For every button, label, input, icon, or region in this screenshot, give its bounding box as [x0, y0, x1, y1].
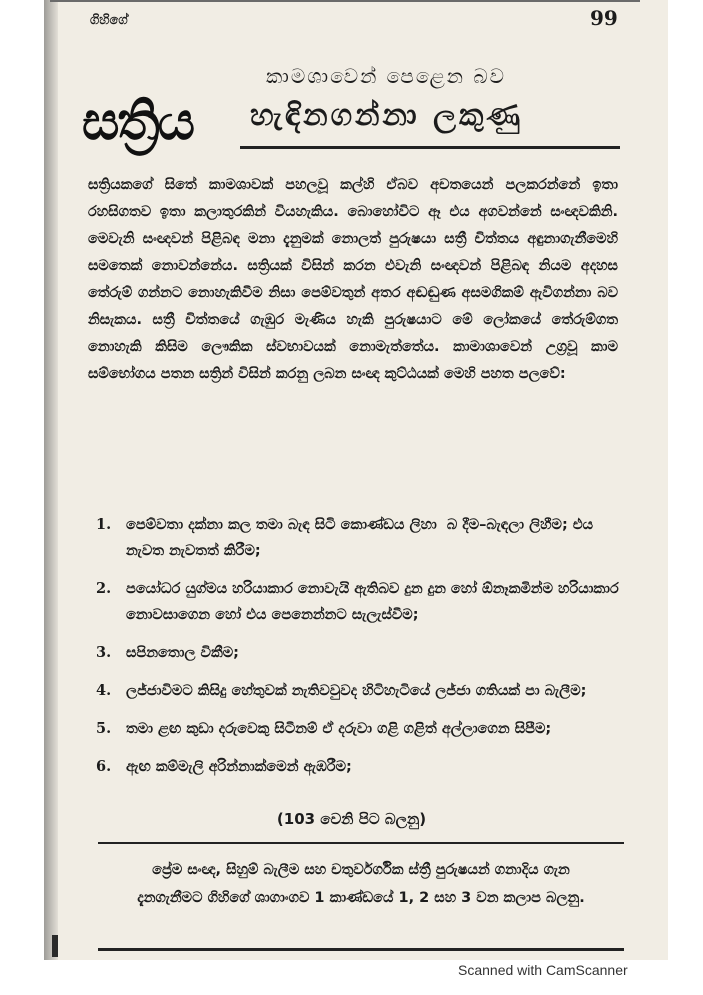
list-item — [96, 512, 626, 564]
list-item — [96, 678, 626, 704]
signs-list — [96, 512, 626, 792]
margin-mark — [52, 935, 58, 957]
list-item — [96, 576, 626, 628]
list-item-number: 5. — [96, 720, 112, 737]
reference-box — [98, 842, 624, 951]
list-item-number: 4. — [96, 682, 112, 699]
list-item-text: ලජ්ජාවිමට කිසිදු හේතුවක් නැතිවවුවද හිටිහැටියේ ලජ්ජා ගතියක් පා බැලීම; — [126, 683, 587, 699]
magazine-logo — [82, 72, 232, 172]
list-item-text: ඇඟ කම්මැලි අරින්නාක්මෙන් ඇඹරීම; — [126, 759, 352, 775]
list-item-number: 3. — [96, 644, 112, 661]
list-item-text: සපිනතොල විකීම; — [126, 645, 239, 661]
logo-text: සත්‍රිය — [82, 91, 194, 152]
list-item-text: තමා ළඟ කුඩා දරුවෙකු සිටීනම් ඒ දරුවා ගළි ගළිත් අල්ලාගෙන සිපීම; — [126, 721, 552, 737]
list-item-number: 1. — [96, 516, 112, 533]
article-title-line1: කාමශාවෙන් පෙළෙන බව — [266, 64, 506, 88]
body-paragraph: සත්‍රියකගේ සිතේ කාමශාවක් පහලවූ කල්හි ඒබව අචතයෙන් පලකරන්නේ ඉතා රහසිගතව ඉතා කලාතුරකින් වියහැකිය. බොහෝවිට ඈ එය අගවන්නේ සංඥවකිනි. මෙවැනි සංඥවන් පිළිබඳ මනා දැනුමක් නොලත් පුරුෂයා සත්‍රී චිත්තය අඳුනාගැනීමෙහි සමතෙක් නොවන්නේය. සත්‍රියක් විසින් කරන එවැනි සංඥවන් පිළිබඳ නියම අදහස තේරුම් ගන්නට නොහැකිවීම නිසා පෙම්වතුන් අතර අඬඬුණ අසමගිකම් ඇවිගන්නා බව නිසැකය. සත්‍රී චිත්තයේ ගැඹුර මැණිය හැකි පුරුෂයාට මේ ලෝකයේ තේරුම්ගත නොහැකි කිසිම ලෞකික ස්වභාවයක් නොමැත්තේය. කාමාශාවෙන් උග්‍රවූ කාම සම්භෝගය පතන සත්‍රින් විසින් කරනු ලබන සංඥ කුට්ඨයක් මෙහි පහත පලවේ: — [88, 177, 618, 382]
page-number: 99 — [590, 6, 618, 30]
reference-box-text: ප්‍රේම සංඥ, සිහුම් බැලීම සහ චතුර්වර්ගික ස්ත්‍රී පුරුෂයන් ගනාදිය ගැන දැනගැනීමට ගිහිගේ ශාගාංගව 1 කාණ්ඩයේ 1, 2 සහ 3 වන කලාප බලනු. — [137, 862, 585, 906]
top-rule — [50, 0, 640, 2]
list-item — [96, 640, 626, 666]
list-item-text: පයෝධර යුග්මය හරියාකාර නොවැයි ඇතිබව දුන දුන හෝ ඕනෑකමින්ම හරියාකාර නොවසාගෙන හෝ එය පෙනෙන්නට සැලැස්වීම; — [126, 581, 619, 623]
list-item-number: 2. — [96, 580, 112, 597]
running-header: ගිහිගේ — [90, 13, 128, 28]
article-title-line2: හැඳිනගන්නා ලකුණු — [250, 98, 524, 133]
title-underline — [240, 146, 620, 149]
list-item-number: 6. — [96, 758, 112, 775]
list-item — [96, 754, 626, 780]
continued-note: (103 වෙනි පිට බලනු) — [276, 810, 427, 828]
list-item — [96, 716, 626, 742]
list-item-text: පෙම්වතා දක්නා කල තමා බැඳ සිටි කොණ්ඩය ලිහා බ දීම–බැඳලා ලිහීම; එය නැවත නැවතත් කිරීම; — [126, 517, 594, 559]
scanner-watermark: Scanned with CamScanner — [458, 962, 628, 978]
